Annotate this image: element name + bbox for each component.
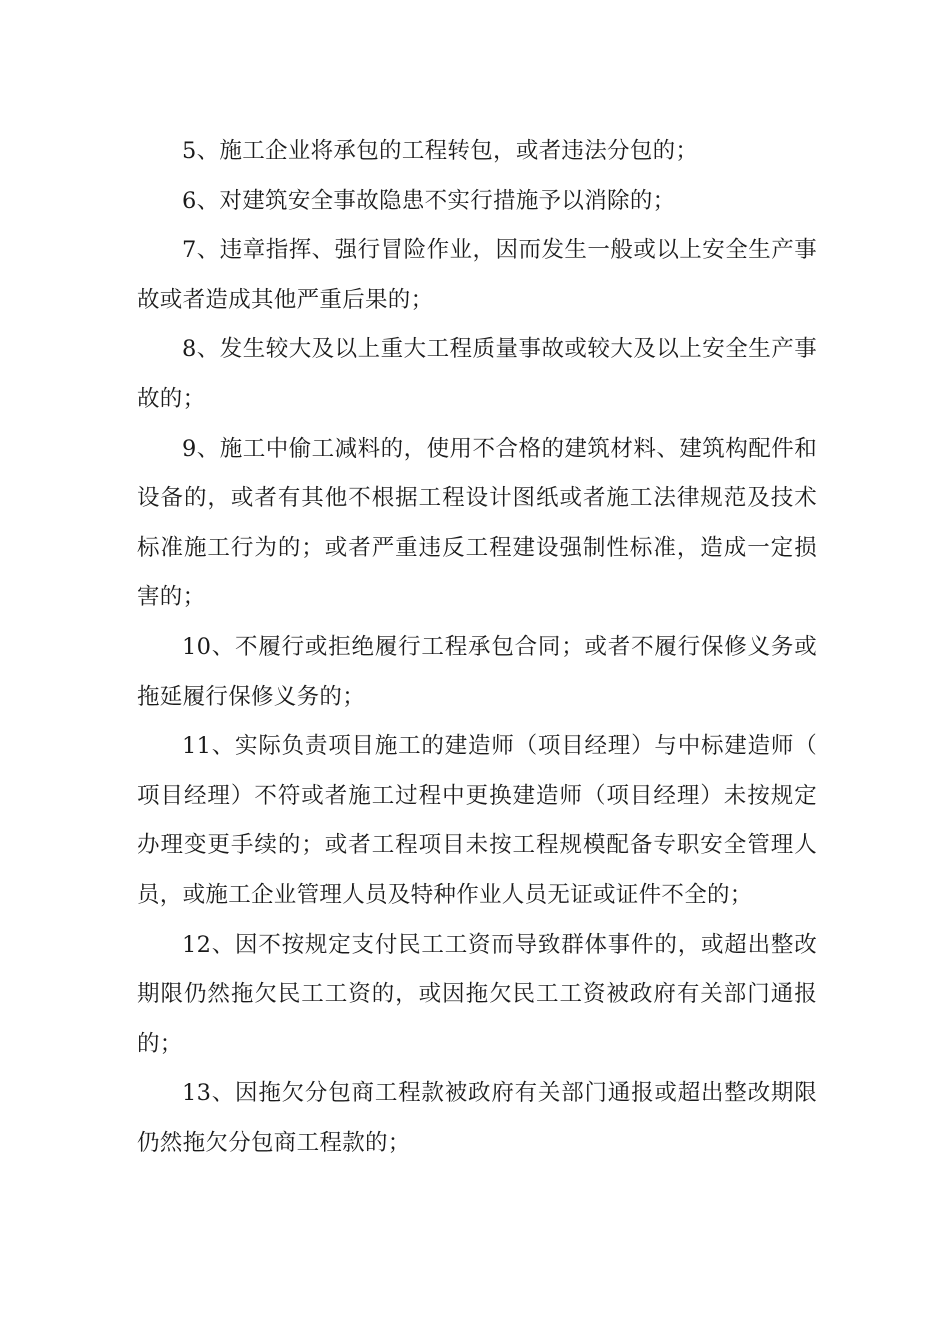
paragraph-item-10: 10、不履行或拒绝履行工程承包合同；或者不履行保修义务或拖延履行保修义务的；: [137, 633, 817, 710]
paragraph-item-11: 11、实际负责项目施工的建造师（项目经理）与中标建造师（项目经理）不符或者施工过程中更换建造师（项目经理）未按规定办理变更手续的；或者工程项目未按工程规模配备专职安全管理人员，或施工企业管理人员及特种作业人员无证或证件不全的；: [137, 733, 817, 908]
paragraph-item-6: 6、对建筑安全事故隐患不实行措施予以消除的；: [182, 187, 676, 214]
paragraph-item-5: 5、施工企业将承包的工程转包，或者违法分包的；: [182, 138, 699, 164]
paragraph-item-7: 7、违章指挥、强行冒险作业，因而发生一般或以上安全生产事故或者造成其他严重后果的；: [137, 237, 817, 313]
paragraph-item-9: 9、施工中偷工减料的，使用不合格的建筑材料、建筑构配件和设备的，或者有其他不根据工程设计图纸或者施工法律规范及技术标准施工行为的；或者严重违反工程建设强制性标准，造成一定损害的；: [137, 435, 817, 611]
document-body: [137, 127, 817, 1168]
paragraph-item-12: 12、因不按规定支付民工工资而导致群体事件的，或超出整改期限仍然拖欠民工工资的，或因拖欠民工工资被政府有关部门通报的；: [137, 931, 817, 1057]
paragraph-item-8: 8、发生较大及以上重大工程质量事故或较大及以上安全生产事故的；: [137, 336, 817, 412]
paragraph-item-13: 13、因拖欠分包商工程款被政府有关部门通报或超出整改期限仍然拖欠分包商工程款的；: [137, 1080, 817, 1156]
